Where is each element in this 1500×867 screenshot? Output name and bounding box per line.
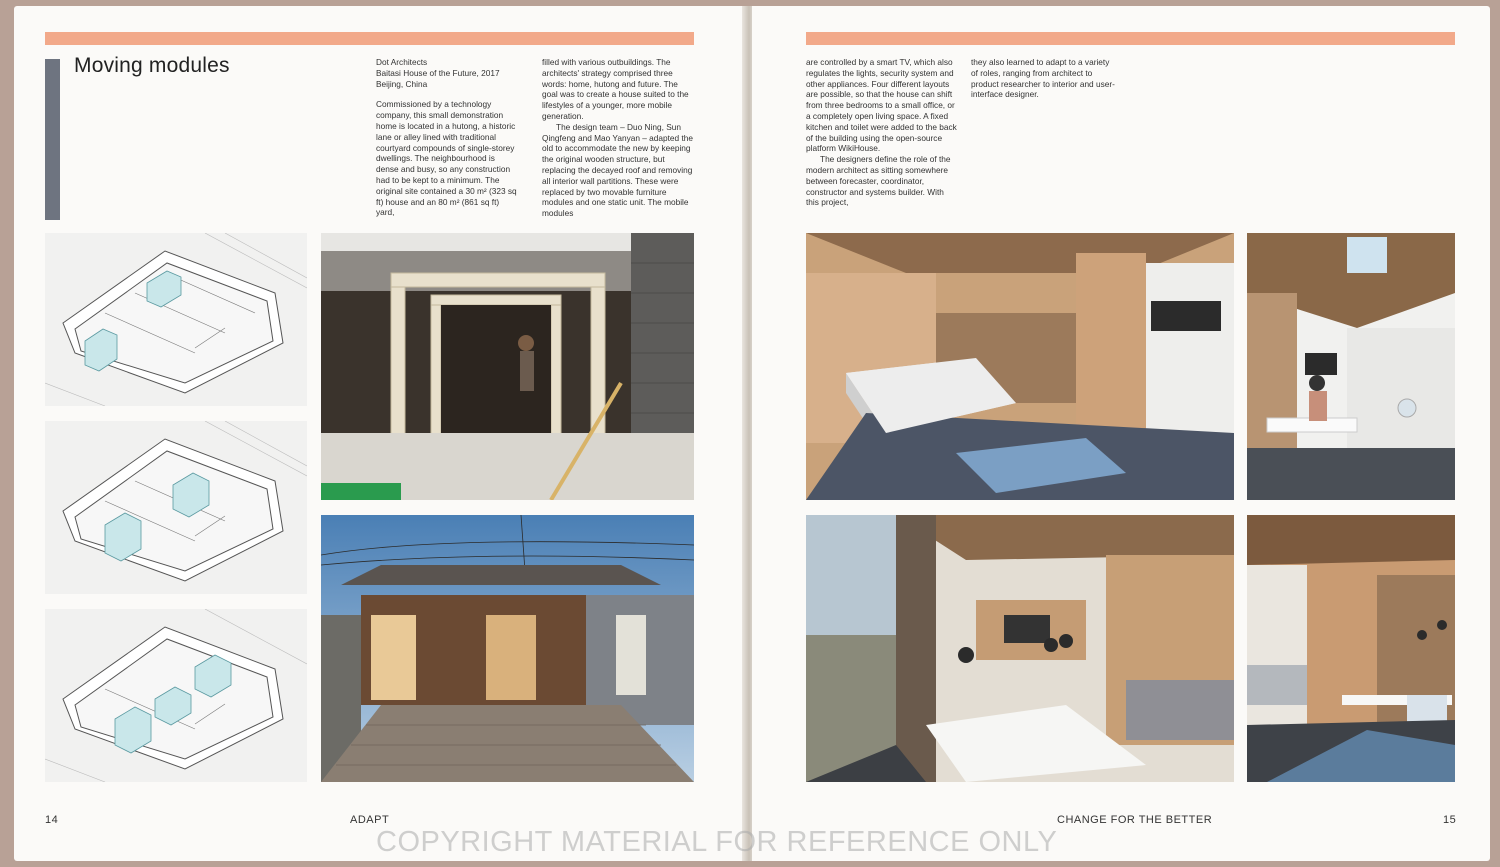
layout-diagram-2 [45,421,307,594]
body-paragraph: The design team – Duo Ning, Sun Qingfeng and Mao Yanyan – adapted the old to accommodate the new by keeping the original wooden structure, but replacing the decayed roof and removing all interior wall partitions. These were replaced by two movable furniture modules and one static unit. The mobile modules [542,121,694,219]
dining-photo [806,515,1234,782]
kitchen-photo [1247,233,1455,500]
body-paragraph: Commissioned by a technology company, this small demonstration home is located in a hutong, a historic lane or alley lined with traditional courtyard compounds of single-storey dwellings. The neighbourhood is dense and busy, so any construction had to be kept to a minimum. The original site contained a 30 m² (323 sq ft) house and an 80 m² (861 sq ft) yard, [376,99,517,218]
bedroom-photo [806,233,1234,500]
body-paragraph: The designers define the role of the modern architect as sitting somewhere between forecaster, coordinator, constructor and systems builder. With this project, [806,154,951,208]
body-paragraph: are controlled by a smart TV, which also regulates the lights, security system and other appliances. Four different layouts are possible, so that the house can shift from three bedrooms to a small office, or a completely open living space. A fixed kitchen and toilet were added to the back of the building using the open-source platform WikiHouse. [806,57,957,154]
project-location: Beijing, China [376,78,428,89]
copyright-watermark: COPYRIGHT MATERIAL FOR REFERENCE ONLY [376,826,1058,858]
layout-diagram-1 [45,233,307,406]
side-bar [45,59,60,220]
layout-diagram-3 [45,609,307,782]
text-column-2 [971,57,1116,100]
construction-photo [321,233,694,500]
right-page [752,6,1490,861]
left-page [14,6,746,861]
body-paragraph: filled with various outbuildings. The architects' strategy comprised three words: home, hutong and future. The goal was to create a house suited to the lifestyles of a younger, more mobile generation. [542,57,689,121]
project-name: Baitasi House of the Future, 2017 [376,67,500,78]
page-number: 14 [45,814,59,826]
text-column-2 [542,57,694,219]
exterior-photo [321,515,694,782]
living-photo [1247,515,1455,782]
running-head: ADAPT [350,814,390,826]
accent-bar [45,32,694,45]
running-head: CHANGE FOR THE BETTER [1057,814,1213,826]
page-title: Moving modules [74,54,230,77]
text-column-1 [806,57,958,208]
page-number: 15 [1443,814,1457,826]
accent-bar [806,32,1455,45]
body-paragraph: they also learned to adapt to a variety of roles, ranging from architect to product researcher to interior and user-interface designer. [971,57,1115,100]
architect-name: Dot Architects [376,57,428,67]
text-column-1 [376,57,518,218]
